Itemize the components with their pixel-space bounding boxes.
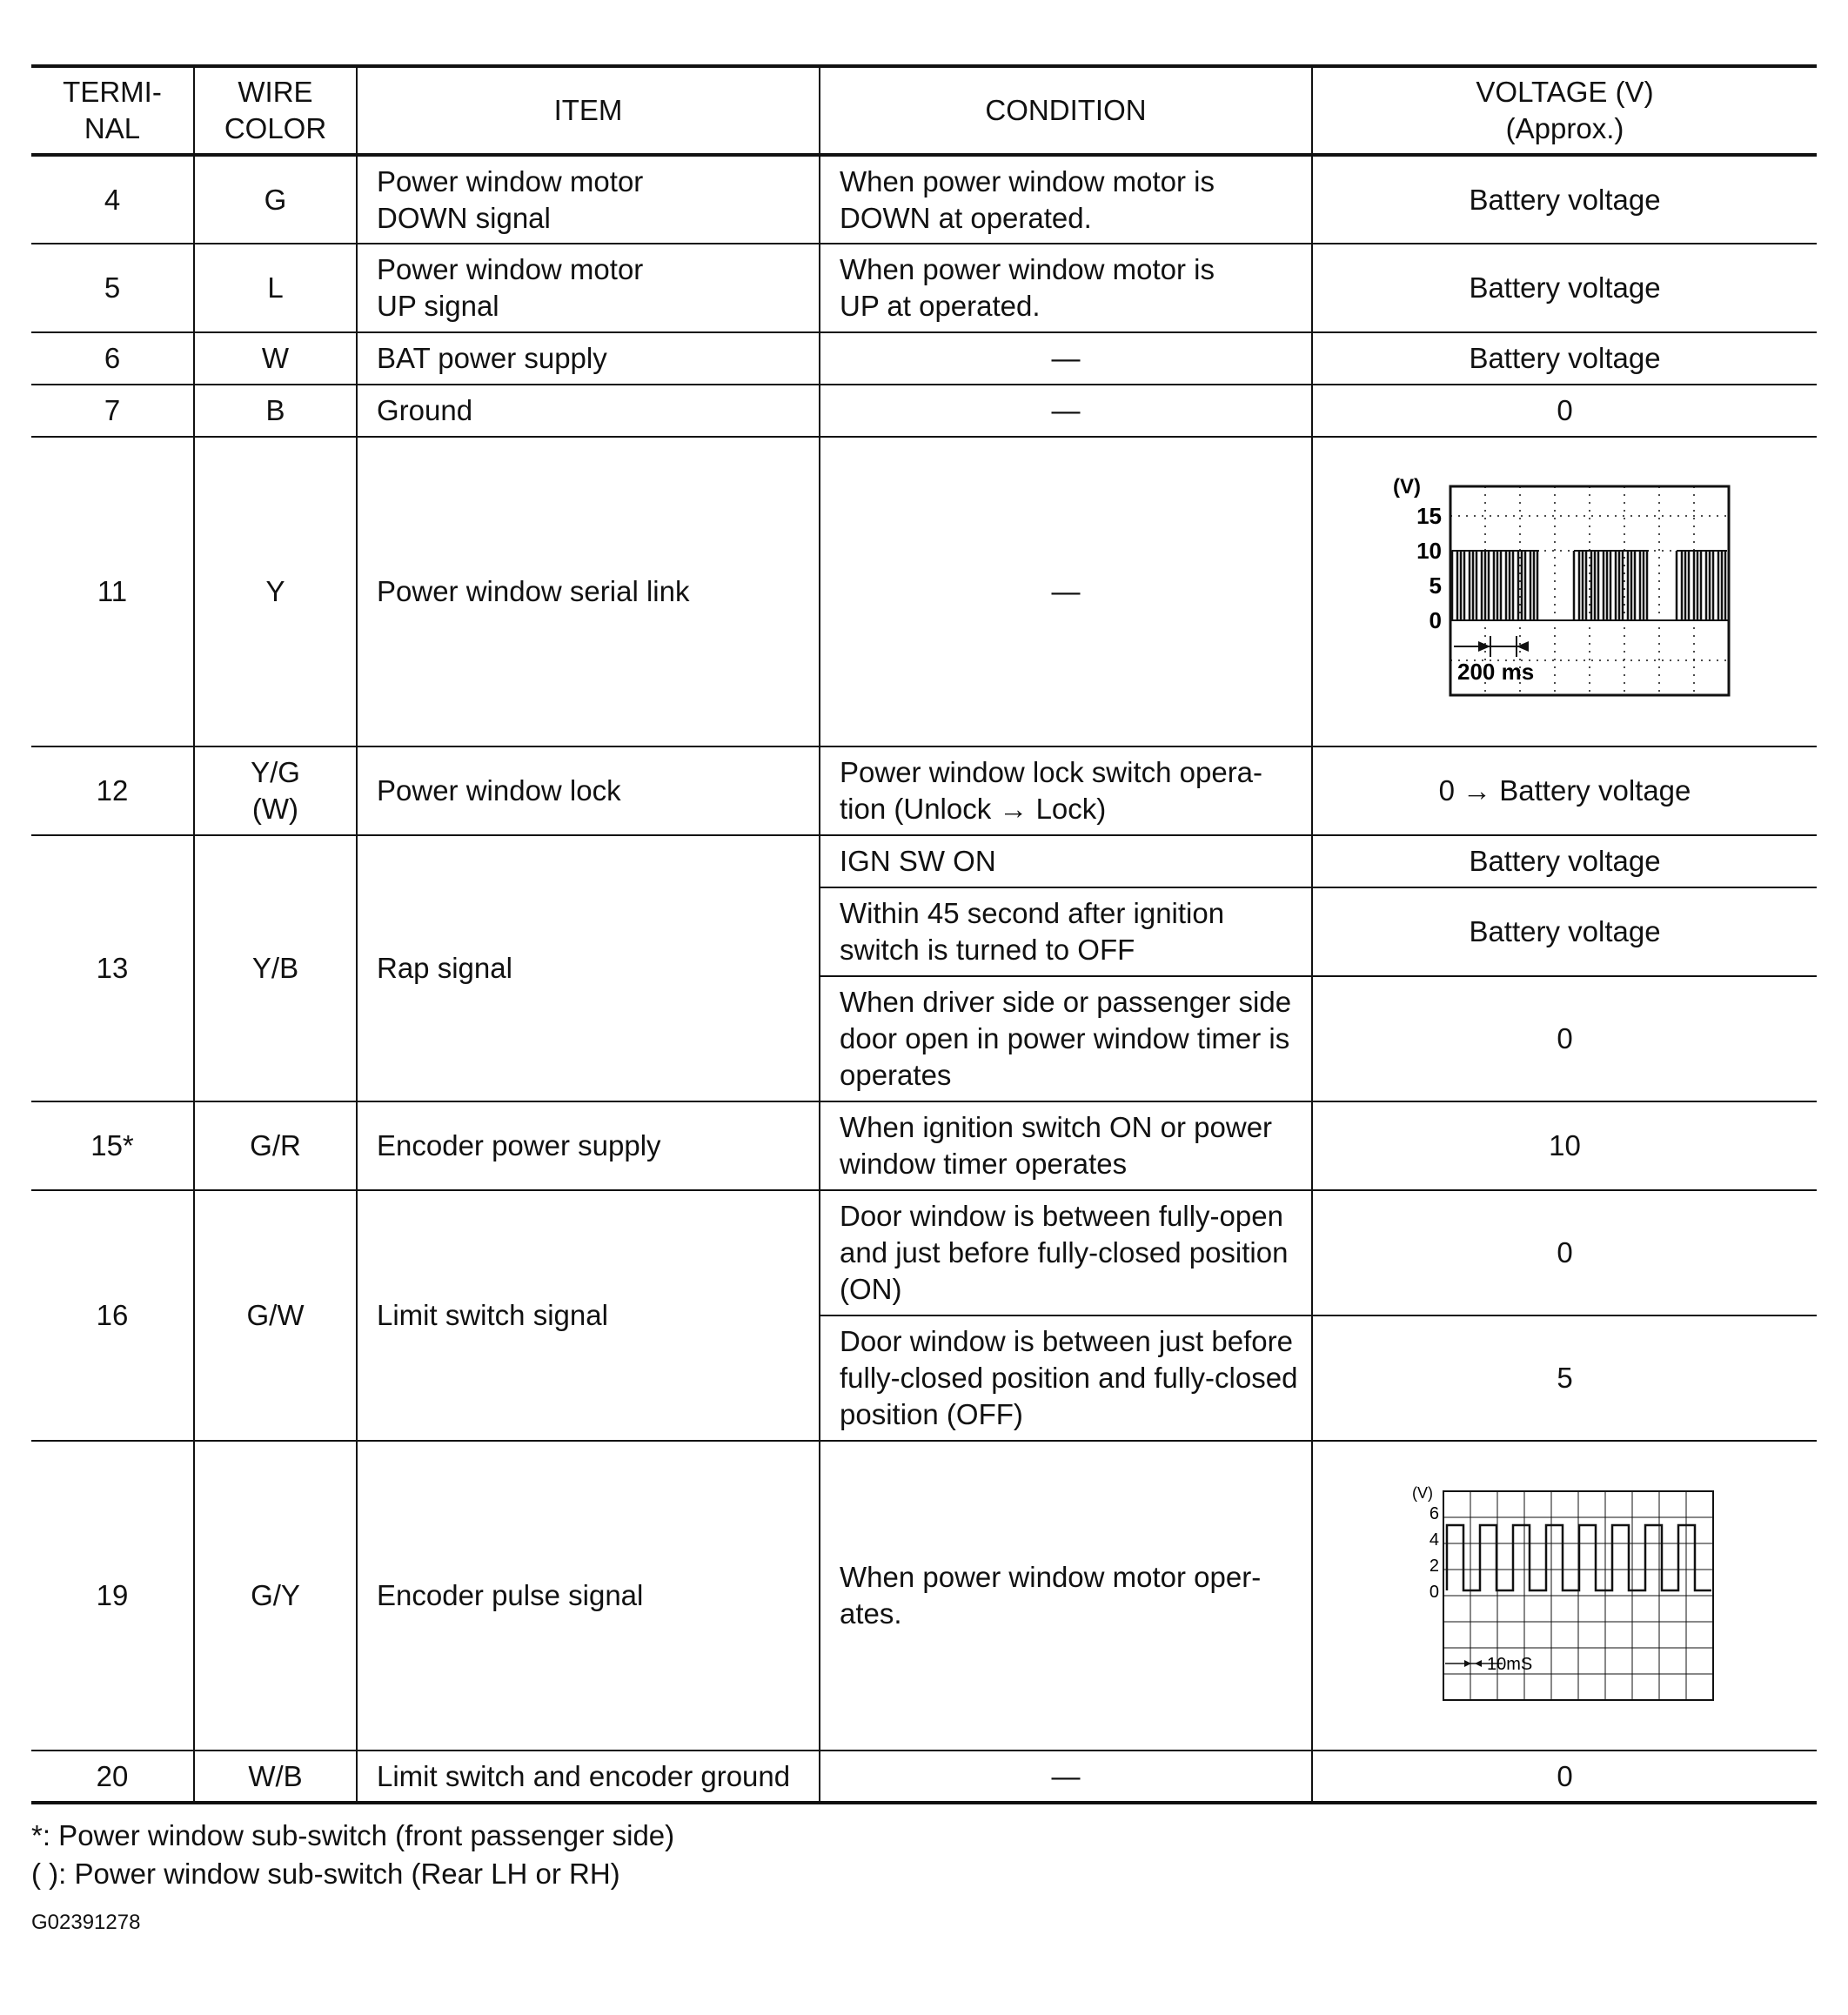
wf2-arrow-left-icon — [1475, 1660, 1482, 1667]
item-cell: Encoder pulse signal — [357, 1441, 820, 1751]
table-row — [31, 155, 1817, 244]
wf2-tick-6: 6 — [1429, 1504, 1439, 1523]
terminal-table — [31, 64, 1817, 1804]
condition-text: Door window is between just before fully-closed position and fully-closed position (OFF) — [840, 1325, 1298, 1430]
wire-color-cell: W — [194, 332, 357, 385]
wf2-unit: (V) — [1411, 1484, 1433, 1502]
terminal-cell: 19 — [31, 1441, 194, 1751]
wire-color-cell: L — [194, 244, 357, 332]
wf2-tick-4: 4 — [1429, 1530, 1439, 1550]
table-row — [31, 746, 1817, 835]
wf2-tick-2: 2 — [1429, 1556, 1439, 1576]
wf2-tick-0: 0 — [1429, 1583, 1439, 1602]
wire-color-cell: W/B — [194, 1751, 357, 1803]
header-voltage — [1312, 66, 1817, 155]
voltage-cell: Battery voltage — [1312, 835, 1817, 887]
table-row — [31, 437, 1817, 746]
voltage-cell: Battery voltage — [1312, 887, 1817, 976]
figure-id: G02391278 — [31, 1911, 141, 1934]
condition-cell: — — [820, 385, 1312, 437]
table-row — [31, 1751, 1817, 1803]
voltage-cell: 0 — [1312, 976, 1817, 1101]
condition-cell — [820, 244, 1312, 332]
terminal-cell: 4 — [31, 155, 194, 244]
wire-color-cell: B — [194, 385, 357, 437]
voltage-cell: 0 — [1312, 385, 1817, 437]
condition-cell — [820, 976, 1312, 1101]
terminal-cell: 5 — [31, 244, 194, 332]
condition-cell — [820, 1190, 1312, 1315]
voltage-cell: 0 → Battery voltage — [1312, 746, 1817, 835]
item-cell: Encoder power supply — [357, 1101, 820, 1190]
item-cell: Ground — [357, 385, 820, 437]
wf1-trace — [1450, 551, 1729, 620]
item-cell: Power window lock — [357, 746, 820, 835]
condition-text: Door window is between fully-open and just before fully-closed position (ON) — [840, 1200, 1289, 1305]
terminal-cell: 6 — [31, 332, 194, 385]
item-text: Power window motor UP signal — [377, 253, 644, 322]
item-cell: Rap signal — [357, 835, 820, 1101]
wf1-unit: (V) — [1392, 475, 1421, 499]
voltage-cell — [1312, 437, 1817, 746]
table-row — [31, 1101, 1817, 1190]
wire-color-cell: G/W — [194, 1190, 357, 1441]
voltage-cell: 0 — [1312, 1190, 1817, 1315]
item-cell: Power window serial link — [357, 437, 820, 746]
condition-text: Within 45 second after ignition switch is turned to OFF — [840, 897, 1225, 966]
voltage-cell: 0 — [1312, 1751, 1817, 1803]
footnotes — [31, 1817, 1817, 1893]
terminal-cell: 11 — [31, 437, 194, 746]
condition-cell — [820, 746, 1312, 835]
wf1-tick-0: 0 — [1429, 607, 1442, 633]
terminal-cell: 12 — [31, 746, 194, 835]
voltage-cell: Battery voltage — [1312, 155, 1817, 244]
condition-cell — [820, 1101, 1312, 1190]
wire-color-cell: Y/B — [194, 835, 357, 1101]
item-text: Power window motor DOWN signal — [377, 164, 644, 234]
voltage-cell: Battery voltage — [1312, 332, 1817, 385]
terminal-cell: 20 — [31, 1751, 194, 1803]
condition-cell — [820, 155, 1312, 244]
voltage-cell: Battery voltage — [1312, 244, 1817, 332]
condition-text: When power window motor oper- ates. — [840, 1561, 1262, 1630]
encoder-pulse-waveform — [1409, 1483, 1722, 1709]
header-wire-color — [194, 66, 357, 155]
wire-color-cell: G/R — [194, 1101, 357, 1190]
header-terminal-label: TERMI- NAL — [63, 76, 162, 144]
wf1-arrow-right-icon — [1478, 641, 1490, 652]
item-cell: Limit switch signal — [357, 1190, 820, 1441]
wf1-arrow-left-icon — [1517, 641, 1529, 652]
wf1-tick-10: 10 — [1416, 538, 1442, 564]
wf2-grid — [1443, 1491, 1713, 1700]
condition-cell — [820, 887, 1312, 976]
wire-color-text: Y/G (W) — [251, 756, 300, 825]
item-cell — [357, 155, 820, 244]
header-voltage-label: VOLTAGE (V) (Approx.) — [1476, 76, 1654, 144]
item-cell: BAT power supply — [357, 332, 820, 385]
wire-color-cell — [194, 746, 357, 835]
header-row — [31, 66, 1817, 155]
condition-cell: — — [820, 332, 1312, 385]
condition-text: Power window lock switch opera- tion (Unlock → Lock) — [840, 756, 1263, 825]
footnote-asterisk: *: Power window sub-switch (front passenger side) — [31, 1819, 675, 1851]
terminal-cell: 15* — [31, 1101, 194, 1190]
serial-link-waveform — [1391, 474, 1739, 709]
wire-color-cell: G/Y — [194, 1441, 357, 1751]
terminal-cell: 7 — [31, 385, 194, 437]
header-wire-color-label: WIRE COLOR — [224, 76, 327, 144]
table-row — [31, 1190, 1817, 1315]
table-row — [31, 385, 1817, 437]
wire-color-cell: G — [194, 155, 357, 244]
table-row — [31, 244, 1817, 332]
wf1-tick-5: 5 — [1429, 572, 1442, 599]
voltage-cell: 5 — [1312, 1315, 1817, 1441]
voltage-cell: 10 — [1312, 1101, 1817, 1190]
condition-cell: — — [820, 437, 1312, 746]
condition-cell — [820, 1315, 1312, 1441]
item-cell — [357, 244, 820, 332]
voltage-cell — [1312, 1441, 1817, 1751]
wf1-tick-15: 15 — [1416, 503, 1442, 529]
wf2-square-wave — [1447, 1525, 1711, 1590]
terminal-cell: 16 — [31, 1190, 194, 1441]
header-terminal — [31, 66, 194, 155]
table-row — [31, 332, 1817, 385]
wf2-trace — [1447, 1525, 1711, 1590]
header-item: ITEM — [357, 66, 820, 155]
condition-text: When driver side or passenger side door open in power window timer is operates — [840, 986, 1292, 1091]
condition-cell: IGN SW ON — [820, 835, 1312, 887]
footnote-parentheses: ( ): Power window sub-switch (Rear LH or RH) — [31, 1858, 620, 1890]
condition-text: When ignition switch ON or power window timer operates — [840, 1111, 1273, 1180]
terminal-table-sheet — [31, 64, 1817, 1935]
table-row — [31, 1441, 1817, 1751]
terminal-cell: 13 — [31, 835, 194, 1101]
condition-cell: — — [820, 1751, 1312, 1803]
wf2-time-label: 10mS — [1486, 1655, 1532, 1674]
wire-color-cell: Y — [194, 437, 357, 746]
wf1-time-label: 200 ms — [1456, 659, 1534, 685]
table-row — [31, 835, 1817, 887]
condition-text: When power window motor is UP at operated. — [840, 253, 1215, 322]
condition-text: When power window motor is DOWN at operated. — [840, 164, 1215, 234]
condition-cell — [820, 1441, 1312, 1751]
item-cell: Limit switch and encoder ground — [357, 1751, 820, 1803]
header-condition: CONDITION — [820, 66, 1312, 155]
